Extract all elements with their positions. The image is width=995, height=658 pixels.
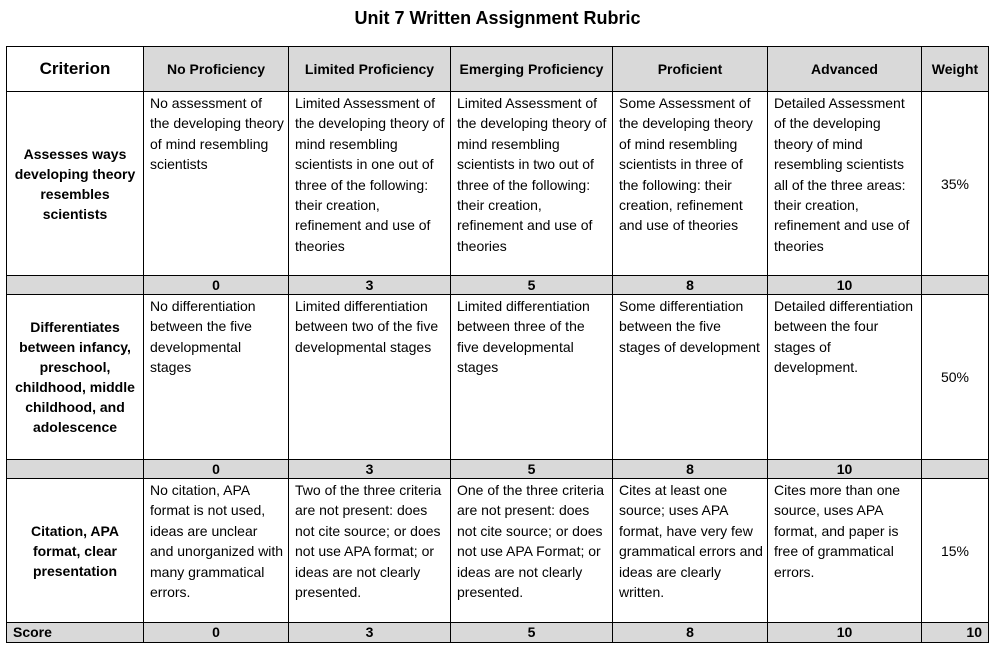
points-value: 8: [613, 460, 768, 479]
level-description: No assessment of the developing theory of mind resembling scientists: [144, 92, 289, 276]
score-value: 5: [451, 623, 613, 643]
level-description: No citation, APA format is not used, ideas are unclear and unorganized with many grammatical errors.: [144, 479, 289, 623]
level-description: Limited Assessment of the developing theory of mind resembling scientists in two out of three of the following: their creation, refinement and use of theories: [451, 92, 613, 276]
header-row: [7, 47, 989, 92]
points-value: 10: [768, 276, 922, 295]
header-proficient: Proficient: [613, 47, 768, 92]
points-value: 3: [289, 276, 451, 295]
points-value: 5: [451, 460, 613, 479]
header-emerging-proficiency: Emerging Proficiency: [451, 47, 613, 92]
points-blank: [7, 276, 144, 295]
points-value: 8: [613, 276, 768, 295]
criterion-label: Citation, APA format, clear presentation: [7, 479, 144, 623]
rubric-table: [6, 46, 989, 643]
criterion-row: [7, 92, 989, 276]
criterion-label: Differentiates between infancy, preschool, childhood, middle childhood, and adolescence: [7, 295, 144, 460]
weight-value: 35%: [922, 92, 989, 276]
level-description: Detailed differentiation between the four stages of development.: [768, 295, 922, 460]
criterion-row: [7, 479, 989, 623]
level-description: Limited differentiation between three of the five developmental stages: [451, 295, 613, 460]
points-blank: [7, 460, 144, 479]
points-value: 0: [144, 460, 289, 479]
points-value: 5: [451, 276, 613, 295]
score-row: [7, 623, 989, 643]
header-advanced: Advanced: [768, 47, 922, 92]
score-value: 3: [289, 623, 451, 643]
score-label: Score: [7, 623, 144, 643]
criterion-label: Assesses ways developing theory resembles scientists: [7, 92, 144, 276]
level-description: Limited differentiation between two of the five developmental stages: [289, 295, 451, 460]
points-row: [7, 460, 989, 479]
header-limited-proficiency: Limited Proficiency: [289, 47, 451, 92]
criterion-row: [7, 295, 989, 460]
level-description: Limited Assessment of the developing theory of mind resembling scientists in one out of three of the following: their creation, refinement and use of theories: [289, 92, 451, 276]
level-description: One of the three criteria are not present: does not cite source; or does not use APA Format; or ideas are not clearly presented.: [451, 479, 613, 623]
header-weight: Weight: [922, 47, 989, 92]
level-description: No differentiation between the five developmental stages: [144, 295, 289, 460]
score-value: 10: [768, 623, 922, 643]
score-total: 10: [922, 623, 989, 643]
page-title: Unit 7 Written Assignment Rubric: [354, 8, 641, 28]
points-blank: [922, 276, 989, 295]
level-description: Cites at least one source; uses APA format, have very few grammatical errors and ideas are clearly written.: [613, 479, 768, 623]
weight-value: 15%: [922, 479, 989, 623]
points-value: 0: [144, 276, 289, 295]
level-description: Cites more than one source, uses APA format, and paper is free of grammatical errors.: [768, 479, 922, 623]
level-description: Some Assessment of the developing theory of mind resembling scientists in three of the following: their creation, refinement and use of theories: [613, 92, 768, 276]
points-blank: [922, 460, 989, 479]
level-description: Two of the three criteria are not present: does not cite source; or does not use APA format; or ideas are not clearly presented.: [289, 479, 451, 623]
header-criterion: Criterion: [7, 47, 144, 92]
level-description: Some differentiation between the five stages of development: [613, 295, 768, 460]
points-row: [7, 276, 989, 295]
points-value: 3: [289, 460, 451, 479]
level-description: Detailed Assessment of the developing theory of mind resembling scientists all of the three areas: their creation, refinement and use of theories: [768, 92, 922, 276]
weight-value: 50%: [922, 295, 989, 460]
header-no-proficiency: No Proficiency: [144, 47, 289, 92]
points-value: 10: [768, 460, 922, 479]
score-value: 0: [144, 623, 289, 643]
score-value: 8: [613, 623, 768, 643]
